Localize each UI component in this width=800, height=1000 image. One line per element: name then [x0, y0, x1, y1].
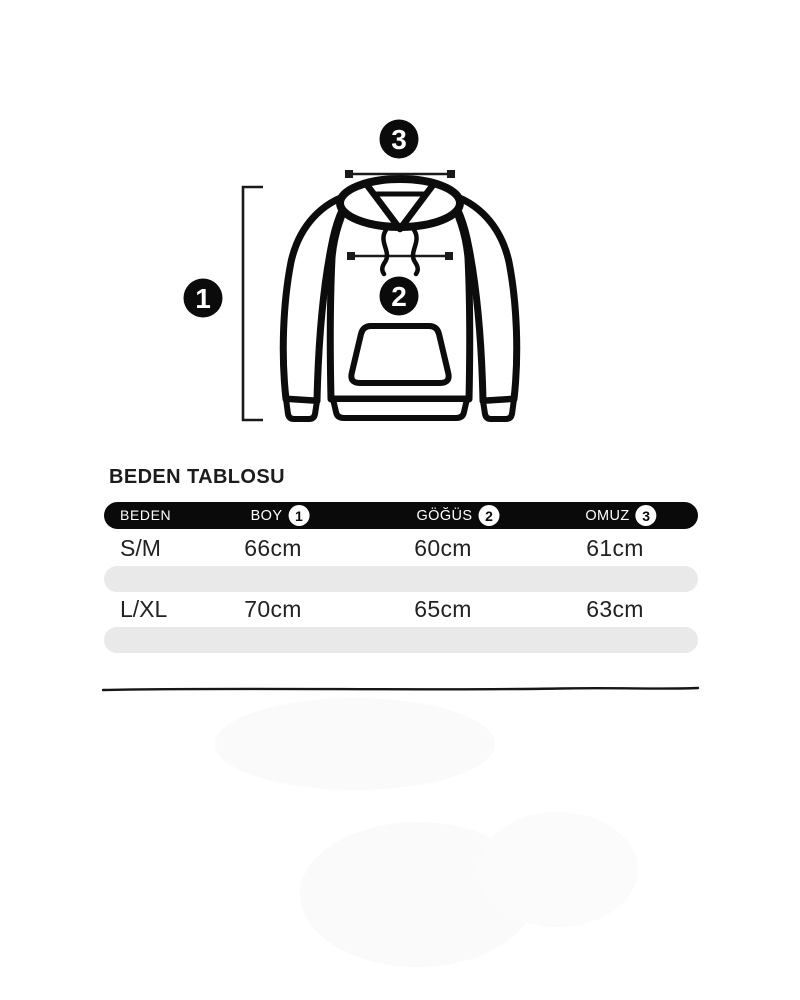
- hoodie-pocket: [351, 326, 448, 383]
- size-table-header: [104, 502, 698, 529]
- header-boy-label: BOY: [250, 507, 283, 524]
- size-table-title: BEDEN TABLOSU: [109, 466, 285, 488]
- table-row-sm: [104, 531, 698, 565]
- omuz-value: 63cm: [586, 596, 644, 622]
- hoodie-hood: [340, 179, 460, 227]
- table-stripe-row: [104, 566, 698, 592]
- boy-value: 66cm: [244, 534, 302, 561]
- badge-2-number: 2: [391, 281, 407, 312]
- header-badge-2: 2: [478, 505, 499, 526]
- length-measure-bracket: [243, 187, 263, 420]
- hoodie-measurement-diagram: [0, 0, 800, 460]
- hoodie-waistband: [333, 399, 467, 418]
- boy-value: 70cm: [244, 596, 302, 622]
- header-omuz-column: [585, 502, 656, 529]
- measurement-badge-2: [380, 277, 419, 316]
- badge-1-number: 1: [195, 283, 211, 314]
- header-gogus-column: [417, 502, 500, 529]
- header-boy-column: [251, 502, 310, 529]
- gogus-value: 65cm: [414, 596, 472, 622]
- table-row-lxl: [104, 594, 698, 625]
- omuz-value: 61cm: [586, 534, 644, 561]
- header-badge-1: 1: [288, 505, 309, 526]
- header-size-column-label: BEDEN: [120, 507, 172, 523]
- measurement-badge-3: [380, 120, 419, 159]
- hoodie-left-cuff: [286, 399, 317, 419]
- gogus-value: 60cm: [414, 534, 472, 561]
- size-value: L/XL: [120, 596, 168, 622]
- size-value: S/M: [120, 534, 161, 561]
- table-stripe-row: [104, 627, 698, 653]
- separator-line: [0, 678, 800, 702]
- size-table: [104, 502, 698, 662]
- header-badge-3: 3: [636, 505, 657, 526]
- faint-artifact: [478, 812, 638, 927]
- header-omuz-label: OMUZ: [585, 507, 630, 524]
- measurement-badge-1: [184, 279, 223, 318]
- faint-artifact: [215, 698, 495, 790]
- hoodie-right-cuff: [483, 399, 514, 419]
- header-gogus-label: GÖĞÜS: [416, 507, 473, 524]
- badge-3-number: 3: [391, 124, 407, 155]
